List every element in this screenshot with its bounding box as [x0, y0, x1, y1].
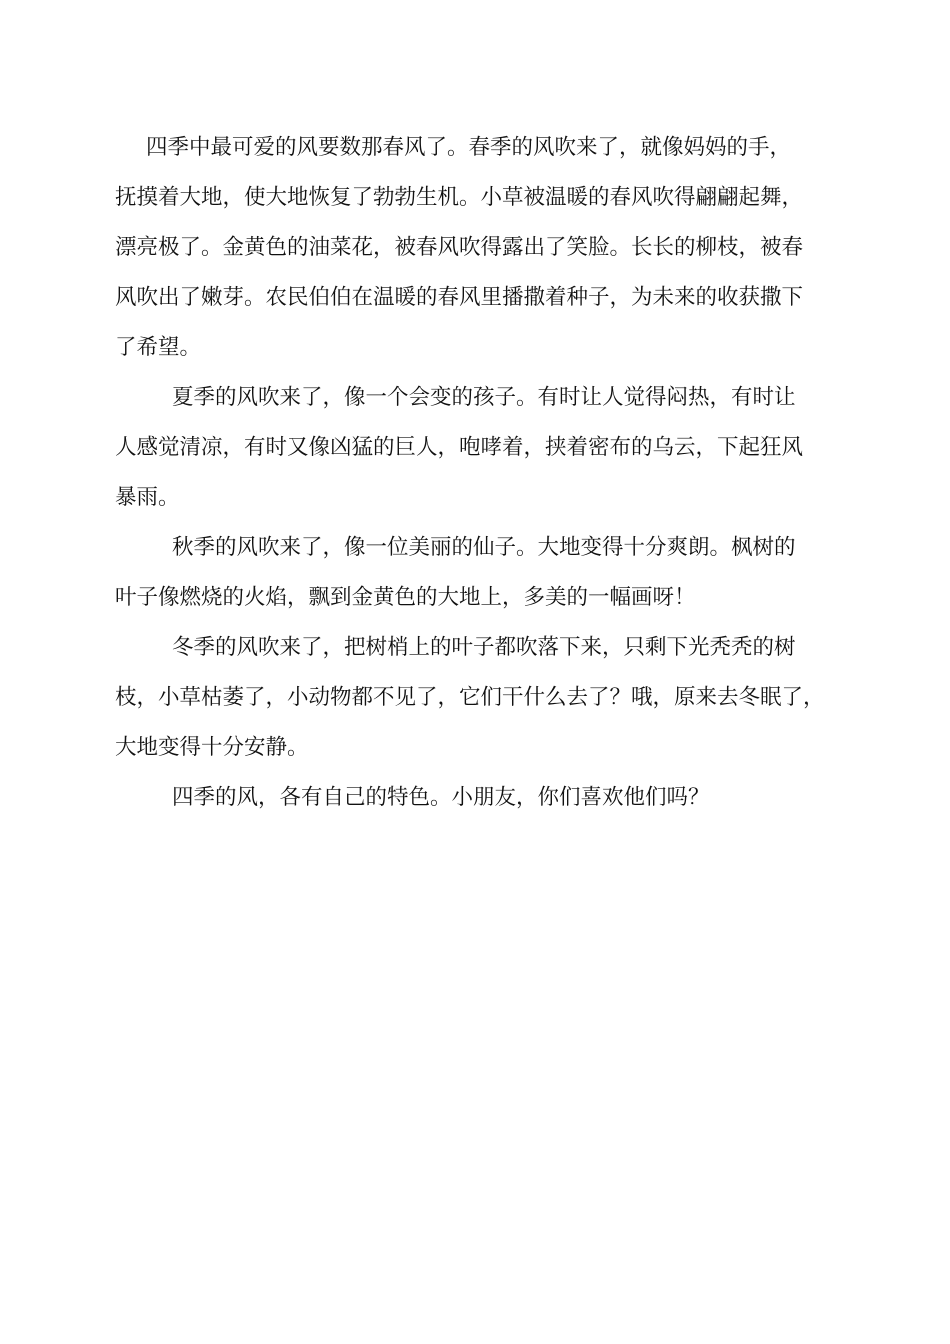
paragraph-spring-line-1: 四季中最可爱的风要数那春风了。春季的风吹来了，就像妈妈的手， [146, 135, 792, 160]
paragraph-autumn-line-1: 秋季的风吹来了，像一位美丽的仙子。大地变得十分爽朗。枫树的 [172, 535, 796, 560]
paragraph-spring-line-3: 漂亮极了。金黄色的油菜花，被春风吹得露出了笑脸。长长的柳枝，被春 [115, 235, 804, 260]
paragraph-winter-line-1: 冬季的风吹来了，把树梢上的叶子都吹落下来，只剩下光秃秃的树 [172, 635, 796, 660]
paragraph-autumn-line-2: 叶子像燃烧的火焰，飘到金黄色的大地上，多美的一幅画呀！ [115, 585, 696, 610]
paragraph-spring-line-4: 风吹出了嫩芽。农民伯伯在温暖的春风里播撒着种子，为未来的收获撒下 [115, 285, 804, 310]
paragraph-summer-line-2: 人感觉清凉，有时又像凶猛的巨人，咆哮着，挟着密布的乌云，下起狂风 [115, 435, 804, 460]
paragraph-winter-line-2: 枝，小草枯萎了，小动物都不见了，它们干什么去了？哦，原来去冬眠了， [115, 685, 825, 710]
paragraph-winter-line-3: 大地变得十分安静。 [115, 735, 309, 760]
paragraph-summer-line-1: 夏季的风吹来了，像一个会变的孩子。有时让人觉得闷热，有时让 [172, 385, 796, 410]
paragraph-summer-line-3: 暴雨。 [115, 485, 180, 510]
paragraph-conclusion-line-1: 四季的风，各有自己的特色。小朋友，你们喜欢他们吗？ [172, 785, 710, 810]
paragraph-spring-line-5: 了希望。 [115, 335, 202, 360]
paragraph-spring-line-2: 抚摸着大地，使大地恢复了勃勃生机。小草被温暖的春风吹得翩翩起舞， [115, 185, 804, 210]
